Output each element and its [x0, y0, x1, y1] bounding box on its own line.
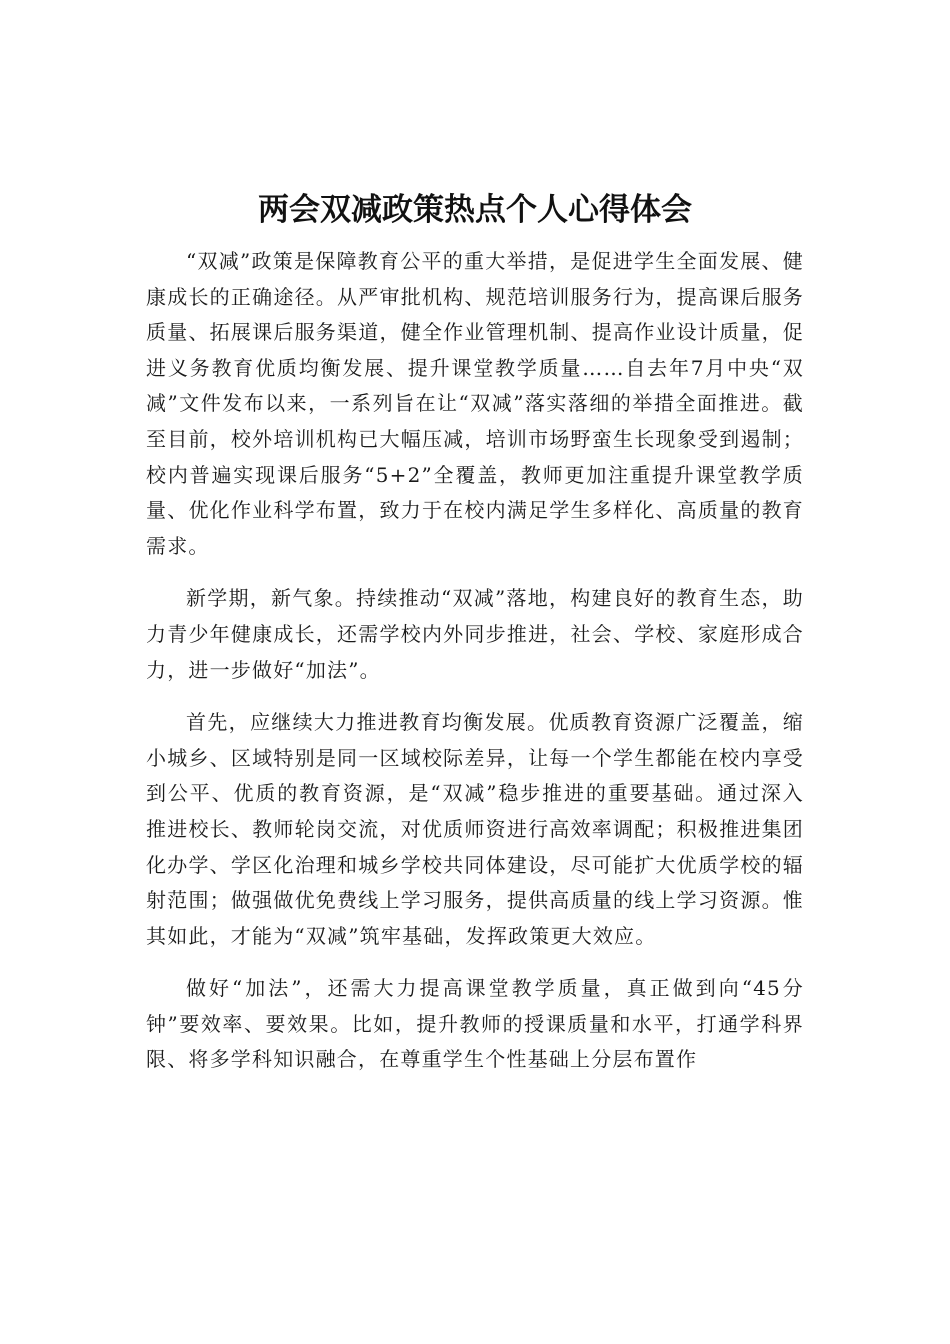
- paragraph-1: “双减”政策是保障教育公平的重大举措，是促进学生全面发展、健康成长的正确途径。从严审批机构、规范培训服务行为，提高课后服务质量、拓展课后服务渠道，健全作业管理机制、提高作业设计质量，促进义务教育优质均衡发展、提升课堂教学质量……自去年7月中央“双减”文件发布以来，一系列旨在让“双减”落实落细的举措全面推进。截至目前，校外培训机构已大幅压减，培训市场野蛮生长现象受到遏制；校内普遍实现课后服务“5+2”全覆盖，教师更加注重提升课堂教学质量、优化作业科学布置，致力于在校内满足学生多样化、高质量的教育需求。: [146, 249, 804, 558]
- document-title: 两会双减政策热点个人心得体会: [258, 192, 692, 228]
- paragraph-3: 首先，应继续大力推进教育均衡发展。优质教育资源广泛覆盖，缩小城乡、区域特别是同一区域校际差异，让每一个学生都能在校内享受到公平、优质的教育资源，是“双减”稳步推进的重要基础。通过深入推进校长、教师轮岗交流，对优质师资进行高效率调配；积极推进集团化办学、学区化治理和城乡学校共同体建设，尽可能扩大优质学校的辐射范围；做强做优免费线上学习服务，提供高质量的线上学习资源。惟其如此，才能为“双减”筑牢基础，发挥政策更大效应。: [146, 710, 804, 948]
- paragraph-4: 做好“加法”，还需大力提高课堂教学质量，真正做到向“45分钟”要效率、要效果。比如，提升教师的授课质量和水平，打通学科界限、将多学科知识融合，在尊重学生个性基础上分层布置作: [146, 976, 804, 1072]
- document-body: [146, 244, 804, 1095]
- paragraph-2: 新学期，新气象。持续推动“双减”落地，构建良好的教育生态，助力青少年健康成长，还需学校内外同步推进，社会、学校、家庭形成合力，进一步做好“加法”。: [146, 586, 804, 682]
